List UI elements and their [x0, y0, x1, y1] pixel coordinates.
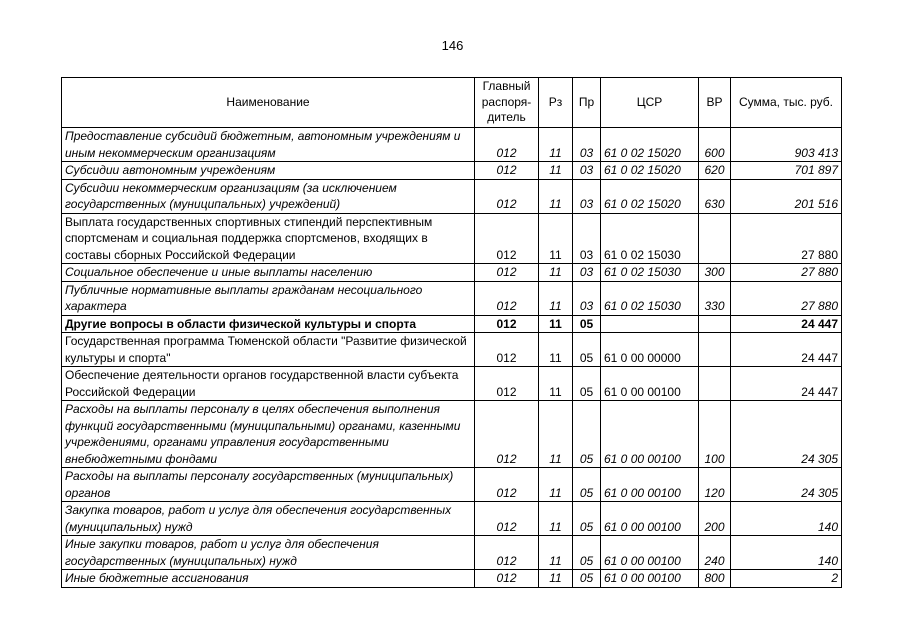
table-row [62, 128, 842, 162]
row-main-manager: 012 [475, 468, 539, 502]
row-main-manager: 012 [475, 333, 539, 367]
row-amount: 27 880 [731, 264, 842, 282]
table-header-row [62, 78, 842, 128]
row-target-article: 61 0 02 15020 [601, 128, 699, 162]
row-name: Публичные нормативные выплаты гражданам несоциального характера [62, 281, 475, 315]
row-main-manager: 012 [475, 162, 539, 180]
row-subsection: 05 [573, 570, 601, 588]
row-amount: 27 880 [731, 213, 842, 264]
row-amount: 24 305 [731, 468, 842, 502]
row-target-article: 61 0 02 15030 [601, 213, 699, 264]
row-subsection: 05 [573, 536, 601, 570]
table-row [62, 333, 842, 367]
row-target-article: 61 0 02 15020 [601, 162, 699, 180]
row-expense-type [699, 367, 731, 401]
row-expense-type [699, 213, 731, 264]
row-expense-type: 200 [699, 502, 731, 536]
row-section: 11 [539, 468, 573, 502]
row-expense-type: 120 [699, 468, 731, 502]
row-amount: 140 [731, 502, 842, 536]
row-expense-type: 330 [699, 281, 731, 315]
row-expense-type: 100 [699, 401, 731, 468]
row-target-article: 61 0 00 00000 [601, 333, 699, 367]
row-main-manager: 012 [475, 502, 539, 536]
row-expense-type: 800 [699, 570, 731, 588]
row-subsection: 03 [573, 213, 601, 264]
row-target-article: 61 0 00 00100 [601, 468, 699, 502]
row-main-manager: 012 [475, 264, 539, 282]
row-expense-type: 630 [699, 179, 731, 213]
row-target-article: 61 0 00 00100 [601, 367, 699, 401]
row-name: Социальное обеспечение и иные выплаты населению [62, 264, 475, 282]
row-name: Предоставление субсидий бюджетным, автономным учреждениям и иным некоммерческим организациям [62, 128, 475, 162]
row-main-manager: 012 [475, 213, 539, 264]
table-row [62, 367, 842, 401]
row-target-article: 61 0 02 15030 [601, 281, 699, 315]
table-row [62, 502, 842, 536]
row-target-article: 61 0 00 00100 [601, 401, 699, 468]
row-amount: 201 516 [731, 179, 842, 213]
row-main-manager: 012 [475, 570, 539, 588]
row-target-article: 61 0 00 00100 [601, 536, 699, 570]
row-amount: 140 [731, 536, 842, 570]
row-section: 11 [539, 179, 573, 213]
table-row [62, 570, 842, 588]
table-row [62, 536, 842, 570]
row-section: 11 [539, 502, 573, 536]
header-expense-type: ВР [699, 78, 731, 128]
table-row [62, 213, 842, 264]
header-section: Рз [539, 78, 573, 128]
row-name: Государственная программа Тюменской области "Развитие физической культуры и спорта" [62, 333, 475, 367]
row-amount: 2 [731, 570, 842, 588]
row-name: Другие вопросы в области физической культуры и спорта [62, 315, 475, 333]
row-section: 11 [539, 367, 573, 401]
row-section: 11 [539, 401, 573, 468]
row-subsection: 03 [573, 264, 601, 282]
row-name: Выплата государственных спортивных стипендий перспективным спортсменам и социальная поддержка спортсменов, входящих в составы сборных Российской Федерации [62, 213, 475, 264]
row-name: Обеспечение деятельности органов государственной власти субъекта Российской Федерации [62, 367, 475, 401]
row-main-manager: 012 [475, 536, 539, 570]
row-expense-type [699, 333, 731, 367]
table-row [62, 315, 842, 333]
row-target-article: 61 0 00 00100 [601, 570, 699, 588]
row-amount: 701 897 [731, 162, 842, 180]
row-main-manager: 012 [475, 401, 539, 468]
row-section: 11 [539, 536, 573, 570]
row-amount: 903 413 [731, 128, 842, 162]
row-name: Расходы на выплаты персоналу государственных (муниципальных) органов [62, 468, 475, 502]
row-main-manager: 012 [475, 315, 539, 333]
row-section: 11 [539, 315, 573, 333]
row-amount: 24 447 [731, 367, 842, 401]
row-section: 11 [539, 162, 573, 180]
row-section: 11 [539, 128, 573, 162]
table-body [62, 128, 842, 588]
row-main-manager: 012 [475, 367, 539, 401]
row-amount: 24 447 [731, 333, 842, 367]
table-row [62, 468, 842, 502]
row-subsection: 03 [573, 128, 601, 162]
header-amount: Сумма, тыс. руб. [731, 78, 842, 128]
row-subsection: 05 [573, 401, 601, 468]
row-section: 11 [539, 570, 573, 588]
table-row [62, 281, 842, 315]
header-subsection: Пр [573, 78, 601, 128]
row-expense-type: 240 [699, 536, 731, 570]
row-expense-type: 620 [699, 162, 731, 180]
row-expense-type [699, 315, 731, 333]
row-section: 11 [539, 281, 573, 315]
row-section: 11 [539, 213, 573, 264]
row-subsection: 05 [573, 315, 601, 333]
row-subsection: 03 [573, 281, 601, 315]
row-name: Субсидии некоммерческим организациям (за исключением государственных (муниципальных) учреждений) [62, 179, 475, 213]
row-name: Иные закупки товаров, работ и услуг для обеспечения государственных (муниципальных) нужд [62, 536, 475, 570]
row-main-manager: 012 [475, 179, 539, 213]
row-target-article: 61 0 02 15030 [601, 264, 699, 282]
row-name: Расходы на выплаты персоналу в целях обеспечения выполнения функций государственными (муниципальными) органами, казенными учреждениями, органами управления государственными внебюджетными фондами [62, 401, 475, 468]
row-target-article: 61 0 02 15020 [601, 179, 699, 213]
row-amount: 24 305 [731, 401, 842, 468]
row-amount: 24 447 [731, 315, 842, 333]
row-subsection: 05 [573, 333, 601, 367]
header-main-manager: Главный распоря-дитель [475, 78, 539, 128]
header-target-article: ЦСР [601, 78, 699, 128]
row-main-manager: 012 [475, 128, 539, 162]
row-target-article: 61 0 00 00100 [601, 502, 699, 536]
row-subsection: 05 [573, 468, 601, 502]
row-name: Субсидии автономным учреждениям [62, 162, 475, 180]
row-expense-type: 300 [699, 264, 731, 282]
row-subsection: 03 [573, 179, 601, 213]
row-subsection: 05 [573, 367, 601, 401]
row-amount: 27 880 [731, 281, 842, 315]
row-section: 11 [539, 264, 573, 282]
row-subsection: 05 [573, 502, 601, 536]
table-row [62, 264, 842, 282]
table-row [62, 179, 842, 213]
row-name: Иные бюджетные ассигнования [62, 570, 475, 588]
row-expense-type: 600 [699, 128, 731, 162]
page-number: 146 [441, 38, 464, 53]
row-section: 11 [539, 333, 573, 367]
budget-table [61, 77, 842, 588]
table-row [62, 401, 842, 468]
table-row [62, 162, 842, 180]
row-subsection: 03 [573, 162, 601, 180]
row-target-article [601, 315, 699, 333]
header-name: Наименование [62, 78, 475, 128]
row-name: Закупка товаров, работ и услуг для обеспечения государственных (муниципальных) нужд [62, 502, 475, 536]
row-main-manager: 012 [475, 281, 539, 315]
